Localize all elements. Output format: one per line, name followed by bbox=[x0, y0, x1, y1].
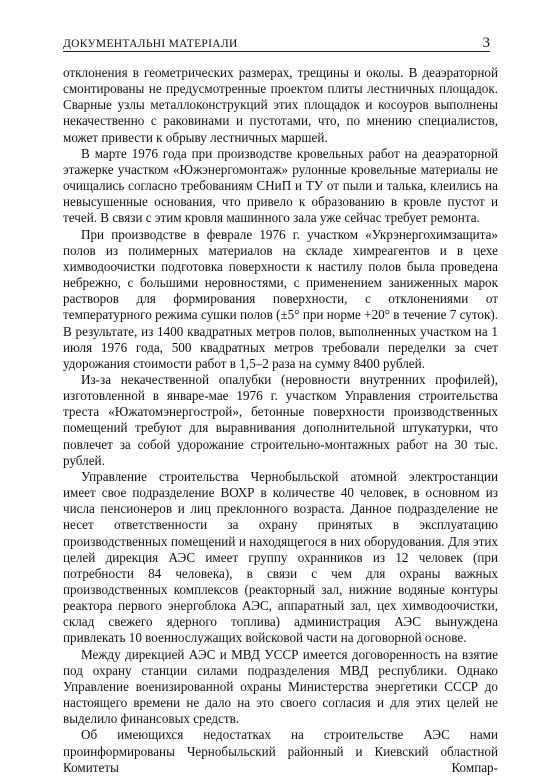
paragraph: Из-за некачественной опалубки (неровности внутренних профилей), изготовленной в январе-мае 1976 г. участком Управления строительства треста «Южатомэнергострой», бетонные поверхности производственных помещений требуют для выравнивания дополнительной штукатурки, что повлечет за собой удорожание строительно-монтажных работ на 30 тыс. рублей. bbox=[63, 371, 498, 468]
paragraph: Между дирекцией АЭС и МВД УССР имеется договоренность на взятие под охрану станции силами подразделения МВД республики. Однако Управление военизированной охраны Министерства энергетики СССР до настоящего времени не дало на это своего согласия и для этих целей не выделило финансовых средств. bbox=[63, 646, 498, 727]
paragraph: Управление строительства Чернобыльской атомной электростанции имеет свое подразделение ВОХР в количестве 40 человек, в основном из числа пенсионеров и лиц преклонного возраста. Данное подразделение не несет ответственности за охрану принятых в эксплуатацию производственных помещений и находящегося в них оборудования. Для этих целей дирекция АЭС имеет группу охранников из 12 человек (при потребности 84 человека), в связи с чем для охраны важных производственных комплексов (реакторный зал, нижние водяные контуры реактора первого энергоблока АЭС, аппаратный зал, цех химводоочистки, склад свежего ядерного топлива) администрация АЭС вынуждена привлекать 10 военнослужащих войсковой части на договорной основе. bbox=[63, 468, 498, 646]
page-header bbox=[63, 30, 490, 50]
paragraph: При производстве в феврале 1976 г. участком «Укрэнергохимзащита» полов из полимерных материалов на складе химреагентов и в цехе химводоочистки подготовка поверхности к настилу полов была проведена небрежно, с большими неровностями, с применением заниженных марок растворов для формирования поверхности, с отклонениями от температурного режима сушки полов (±5° при норме +20° в течение 7 суток). В результате, из 1400 квадратных метров полов, выполненных участком на 1 июля 1976 года, 500 квадратных метров требовали переделки за счет удорожания стоимости работ в 1,5–2 раза на сумму 8400 рублей. bbox=[63, 226, 498, 371]
body-text bbox=[63, 65, 498, 776]
running-header-title: ДОКУМЕНТАЛЬНІ МАТЕРІАЛИ bbox=[63, 37, 238, 50]
paragraph: В марте 1976 года при производстве кровельных работ на деаэраторной этажерке участком «Южэнергомонтаж» рулонные кровельные материалы не очищались согласно требованиям СНиП и ТУ от пыли и талька, клеились на невысушенные основания, что привело к образованию в кровле пустот и течей. В связи с этим кровля машинного зала уже сейчас требует ремонта. bbox=[63, 145, 498, 226]
page-number: 3 bbox=[482, 35, 490, 51]
paragraph: отклонения в геометрических размерах, трещины и околы. В деаэраторной смонтированы не предусмотренные проектом плиты лестничных площадок. Сварные узлы металлоконструкций этих площадок и косоуров выполнены некачественно с раковинами и пустотами, что, по мнению специалистов, может привести к обрыву лестничных маршей. bbox=[63, 65, 498, 145]
header-rule bbox=[63, 51, 490, 52]
paragraph: Об имеющихся недостатках на строительстве АЭС нами проинформированы Чернобыльский районный и Киевский областной Комитеты Компар- bbox=[63, 727, 498, 775]
